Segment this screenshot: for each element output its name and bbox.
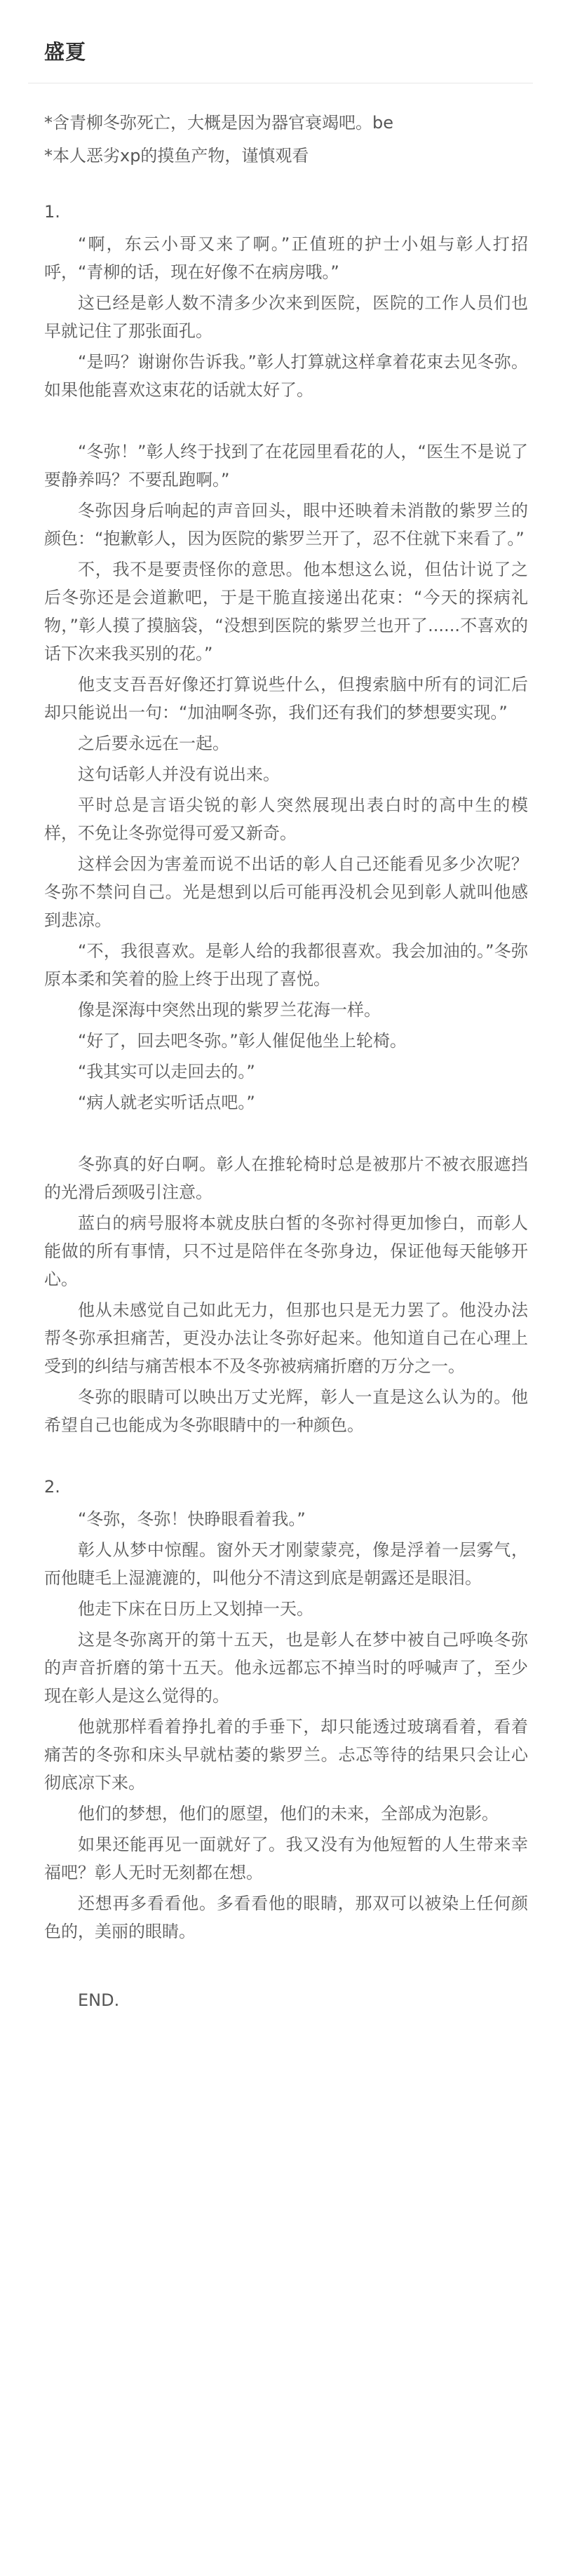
paragraph: 他支支吾吾好像还打算说些什么，但搜索脑中所有的词汇后却只能说出一句：“加油啊冬弥，我们还有我们的梦想要实现。” xyxy=(44,675,528,722)
paragraph: 这已经是彰人数不清多少次来到医院，医院的工作人员们也早就记住了那张面孔。 xyxy=(44,293,528,341)
paragraph: 蓝白的病号服将本就皮肤白皙的冬弥衬得更加惨白，而彰人能做的所有事情，只不过是陪伴在冬弥身边，保证他每天能够开心。 xyxy=(44,1213,528,1289)
paragraph: 还想再多看看他。多看看他的眼睛，那双可以被染上任何颜色的，美丽的眼睛。 xyxy=(44,1894,528,1941)
paragraph: “冬弥！”彰人终于找到了在花园里看花的人，“医生不是说了要静养吗？不要乱跑啊。” xyxy=(44,442,528,490)
paragraph: 这样会因为害羞而说不出话的彰人自己还能看见多少次呢？冬弥不禁问自己。光是想到以后可能再没机会见到彰人就叫他感到悲凉。 xyxy=(44,854,528,930)
paragraph: 他们的梦想，他们的愿望，他们的未来，全部成为泡影。 xyxy=(78,1804,499,1823)
section-number: 1. xyxy=(44,202,60,222)
paragraph: 之后要永远在一起。 xyxy=(78,734,229,753)
paragraph: 如果还能再见一面就好了。我又没有为他短暂的人生带来幸福吧？彰人无时无刻都在想。 xyxy=(44,1835,528,1882)
section-number: 2. xyxy=(44,1477,60,1497)
paragraph: 这是冬弥离开的第十五天，也是彰人在梦中被自己呼唤冬弥的声音折磨的第十五天。他永远都忘不掉当时的呼喊声了，至少现在彰人是这么觉得的。 xyxy=(44,1630,528,1706)
paragraph: “啊，东云小哥又来了啊。”正值班的护士小姐与彰人打招呼，“青柳的话，现在好像不在病房哦。” xyxy=(44,234,528,282)
note-line: *本人恶劣xp的摸鱼产物，谨慎观看 xyxy=(44,146,309,166)
paragraph: 平时总是言语尖锐的彰人突然展现出表白时的高中生的模样，不免让冬弥觉得可爱又新奇。 xyxy=(44,795,528,843)
note-line: *含青柳冬弥死亡，大概是因为器官衰竭吧。be xyxy=(44,113,393,133)
end-marker: END. xyxy=(78,1990,120,2010)
article-title: 盛夏 xyxy=(44,40,87,64)
paragraph: 冬弥的眼睛可以映出万丈光辉，彰人一直是这么认为的。他希望自己也能成为冬弥眼睛中的一种颜色。 xyxy=(44,1387,528,1435)
paragraph: 像是深海中突然出现的紫罗兰花海一样。 xyxy=(78,1000,381,1020)
warning-notes xyxy=(44,107,528,173)
paragraph: 冬弥真的好白啊。彰人在推轮椅时总是被那片不被衣服遮挡的光滑后颈吸引注意。 xyxy=(44,1154,528,1202)
paragraph: “是吗？谢谢你告诉我。”彰人打算就这样拿着花束去见冬弥。如果他能喜欢这束花的话就太好了。 xyxy=(44,352,528,400)
paragraph: 他就那样看着挣扎着的手垂下，却只能透过玻璃看着，看着痛苦的冬弥和床头早就枯萎的紫罗兰。忐忑等待的结果只会让心彻底凉下来。 xyxy=(44,1717,528,1793)
paragraph: 彰人从梦中惊醒。窗外天才刚蒙蒙亮，像是浮着一层雾气，而他睫毛上湿漉漉的，叫他分不清这到底是朝露还是眼泪。 xyxy=(44,1540,528,1588)
paragraph-gap xyxy=(44,1119,528,1150)
section-gap xyxy=(44,1948,528,1979)
paragraph: 不，我不是要责怪你的意思。他本想这么说，但估计说了之后冬弥还是会道歉吧，于是干脆直接递出花束：“今天的探病礼物，”彰人摸了摸脑袋，“没想到医院的紫罗兰也开了......不喜欢的话下次来我买别的花。” xyxy=(44,560,528,663)
paragraph: “病人就老实听话点吧。” xyxy=(78,1093,255,1112)
paragraph: “冬弥，冬弥！快睁眼看着我。” xyxy=(78,1509,306,1529)
article-body xyxy=(44,198,528,2017)
paragraph: 这句话彰人并没有说出来。 xyxy=(78,764,280,784)
paragraph: “好了，回去吧冬弥。”彰人催促他坐上轮椅。 xyxy=(78,1031,407,1051)
paragraph: 他从未感觉自己如此无力，但那也只是无力罢了。他没办法帮冬弥承担痛苦，更没办法让冬弥好起来。他知道自己在心理上受到的纠结与痛苦根本不及冬弥被病痛折磨的万分之一。 xyxy=(44,1300,528,1376)
paragraph: “不，我很喜欢。是彰人给的我都很喜欢。我会加油的。”冬弥原本柔和笑着的脸上终于出现了喜悦。 xyxy=(44,941,528,989)
paragraph: “我其实可以走回去的。” xyxy=(78,1062,255,1081)
paragraph: 他走下床在日历上又划掉一天。 xyxy=(78,1599,313,1619)
paragraph: 冬弥因身后响起的声音回头，眼中还映着未消散的紫罗兰的颜色：“抱歉彰人，因为医院的紫罗兰开了，忍不住就下来看了。” xyxy=(44,501,528,548)
paragraph-gap xyxy=(44,407,528,438)
section-gap xyxy=(44,1442,528,1473)
